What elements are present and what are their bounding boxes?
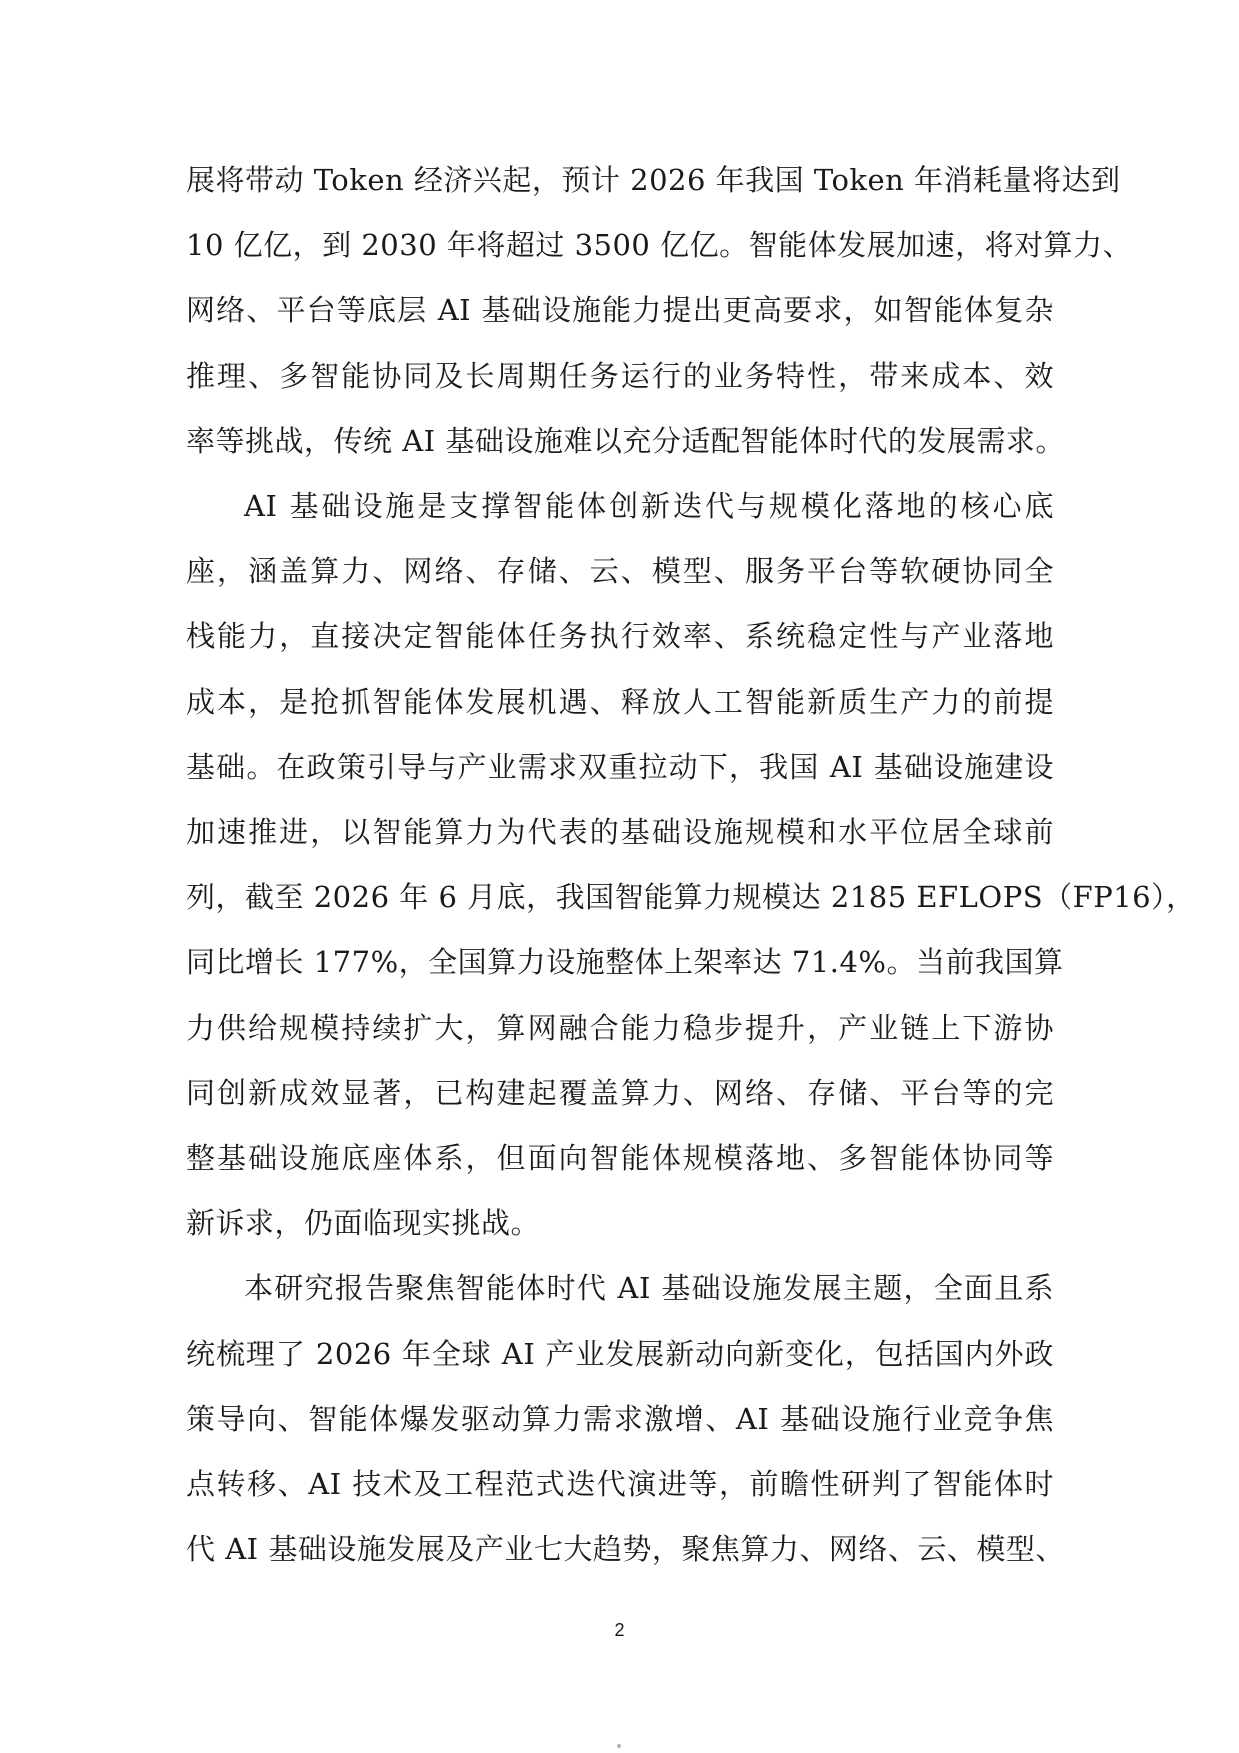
text-line: 策导向、智能体爆发驱动算力需求激增、AI 基础设施行业竞争焦 — [186, 1401, 1054, 1436]
paragraph-3 — [186, 1256, 1065, 1582]
paragraph-2 — [186, 474, 1196, 1256]
text-line: 同创新成效显著，已构建起覆盖算力、网络、存储、平台等的完 — [186, 1075, 1054, 1110]
text-line: AI 基础设施是支撑智能体创新迭代与规模化落地的核心底 — [244, 489, 1054, 524]
text-line: 推理、多智能协同及长周期任务运行的业务特性，带来成本、效 — [186, 358, 1054, 393]
text-line: 基础。在政策引导与产业需求双重拉动下，我国 AI 基础设施建设 — [186, 749, 1054, 784]
text-line: 同比增长 177%，全国算力设施整体上架率达 71.4%。当前我国算 — [186, 945, 1064, 980]
text-line: 新诉求，仍面临现实挑战。 — [186, 1206, 541, 1241]
text-line: 列，截至 2026 年 6 月底，我国智能算力规模达 2185 EFLOPS（FP16）， — [186, 880, 1196, 915]
text-line: 10 亿亿，到 2030 年将超过 3500 亿亿。智能体发展加速，将对算力、 — [186, 228, 1133, 263]
paragraph-1 — [186, 148, 1133, 474]
text-line: 统梳理了 2026 年全球 AI 产业发展新动向新变化，包括国内外政 — [186, 1336, 1054, 1371]
text-line: 网络、平台等底层 AI 基础设施能力提出更高要求，如智能体复杂 — [186, 293, 1054, 328]
text-line: 本研究报告聚焦智能体时代 AI 基础设施发展主题，全面且系 — [244, 1271, 1054, 1306]
text-line: 展将带动 Token 经济兴起，预计 2026 年我国 Token 年消耗量将达到 — [186, 163, 1121, 197]
text-line: 整基础设施底座体系，但面向智能体规模落地、多智能体协同等 — [186, 1141, 1054, 1176]
text-line: 力供给规模持续扩大，算网融合能力稳步提升，产业链上下游协 — [186, 1010, 1054, 1045]
body-text — [186, 148, 1196, 1582]
text-line: 率等挑战，传统 AI 基础设施难以充分适配智能体时代的发展需求。 — [186, 423, 1065, 458]
text-line: 点转移、AI 技术及工程范式迭代演进等，前瞻性研判了智能体时 — [186, 1467, 1054, 1502]
page-number: 2 — [614, 1620, 625, 1640]
text-line: 座，涵盖算力、网络、存储、云、模型、服务平台等软硬协同全 — [186, 554, 1054, 589]
text-line: 成本，是抢抓智能体发展机遇、释放人工智能新质生产力的前提 — [186, 684, 1054, 719]
footer-dot-decoration — [617, 1744, 621, 1748]
text-line: 代 AI 基础设施发展及产业七大趋势，聚焦算力、网络、云、模型、 — [186, 1532, 1065, 1567]
text-line: 栈能力，直接决定智能体任务执行效率、系统稳定性与产业落地 — [186, 619, 1054, 654]
text-line: 加速推进，以智能算力为代表的基础设施规模和水平位居全球前 — [186, 815, 1054, 850]
